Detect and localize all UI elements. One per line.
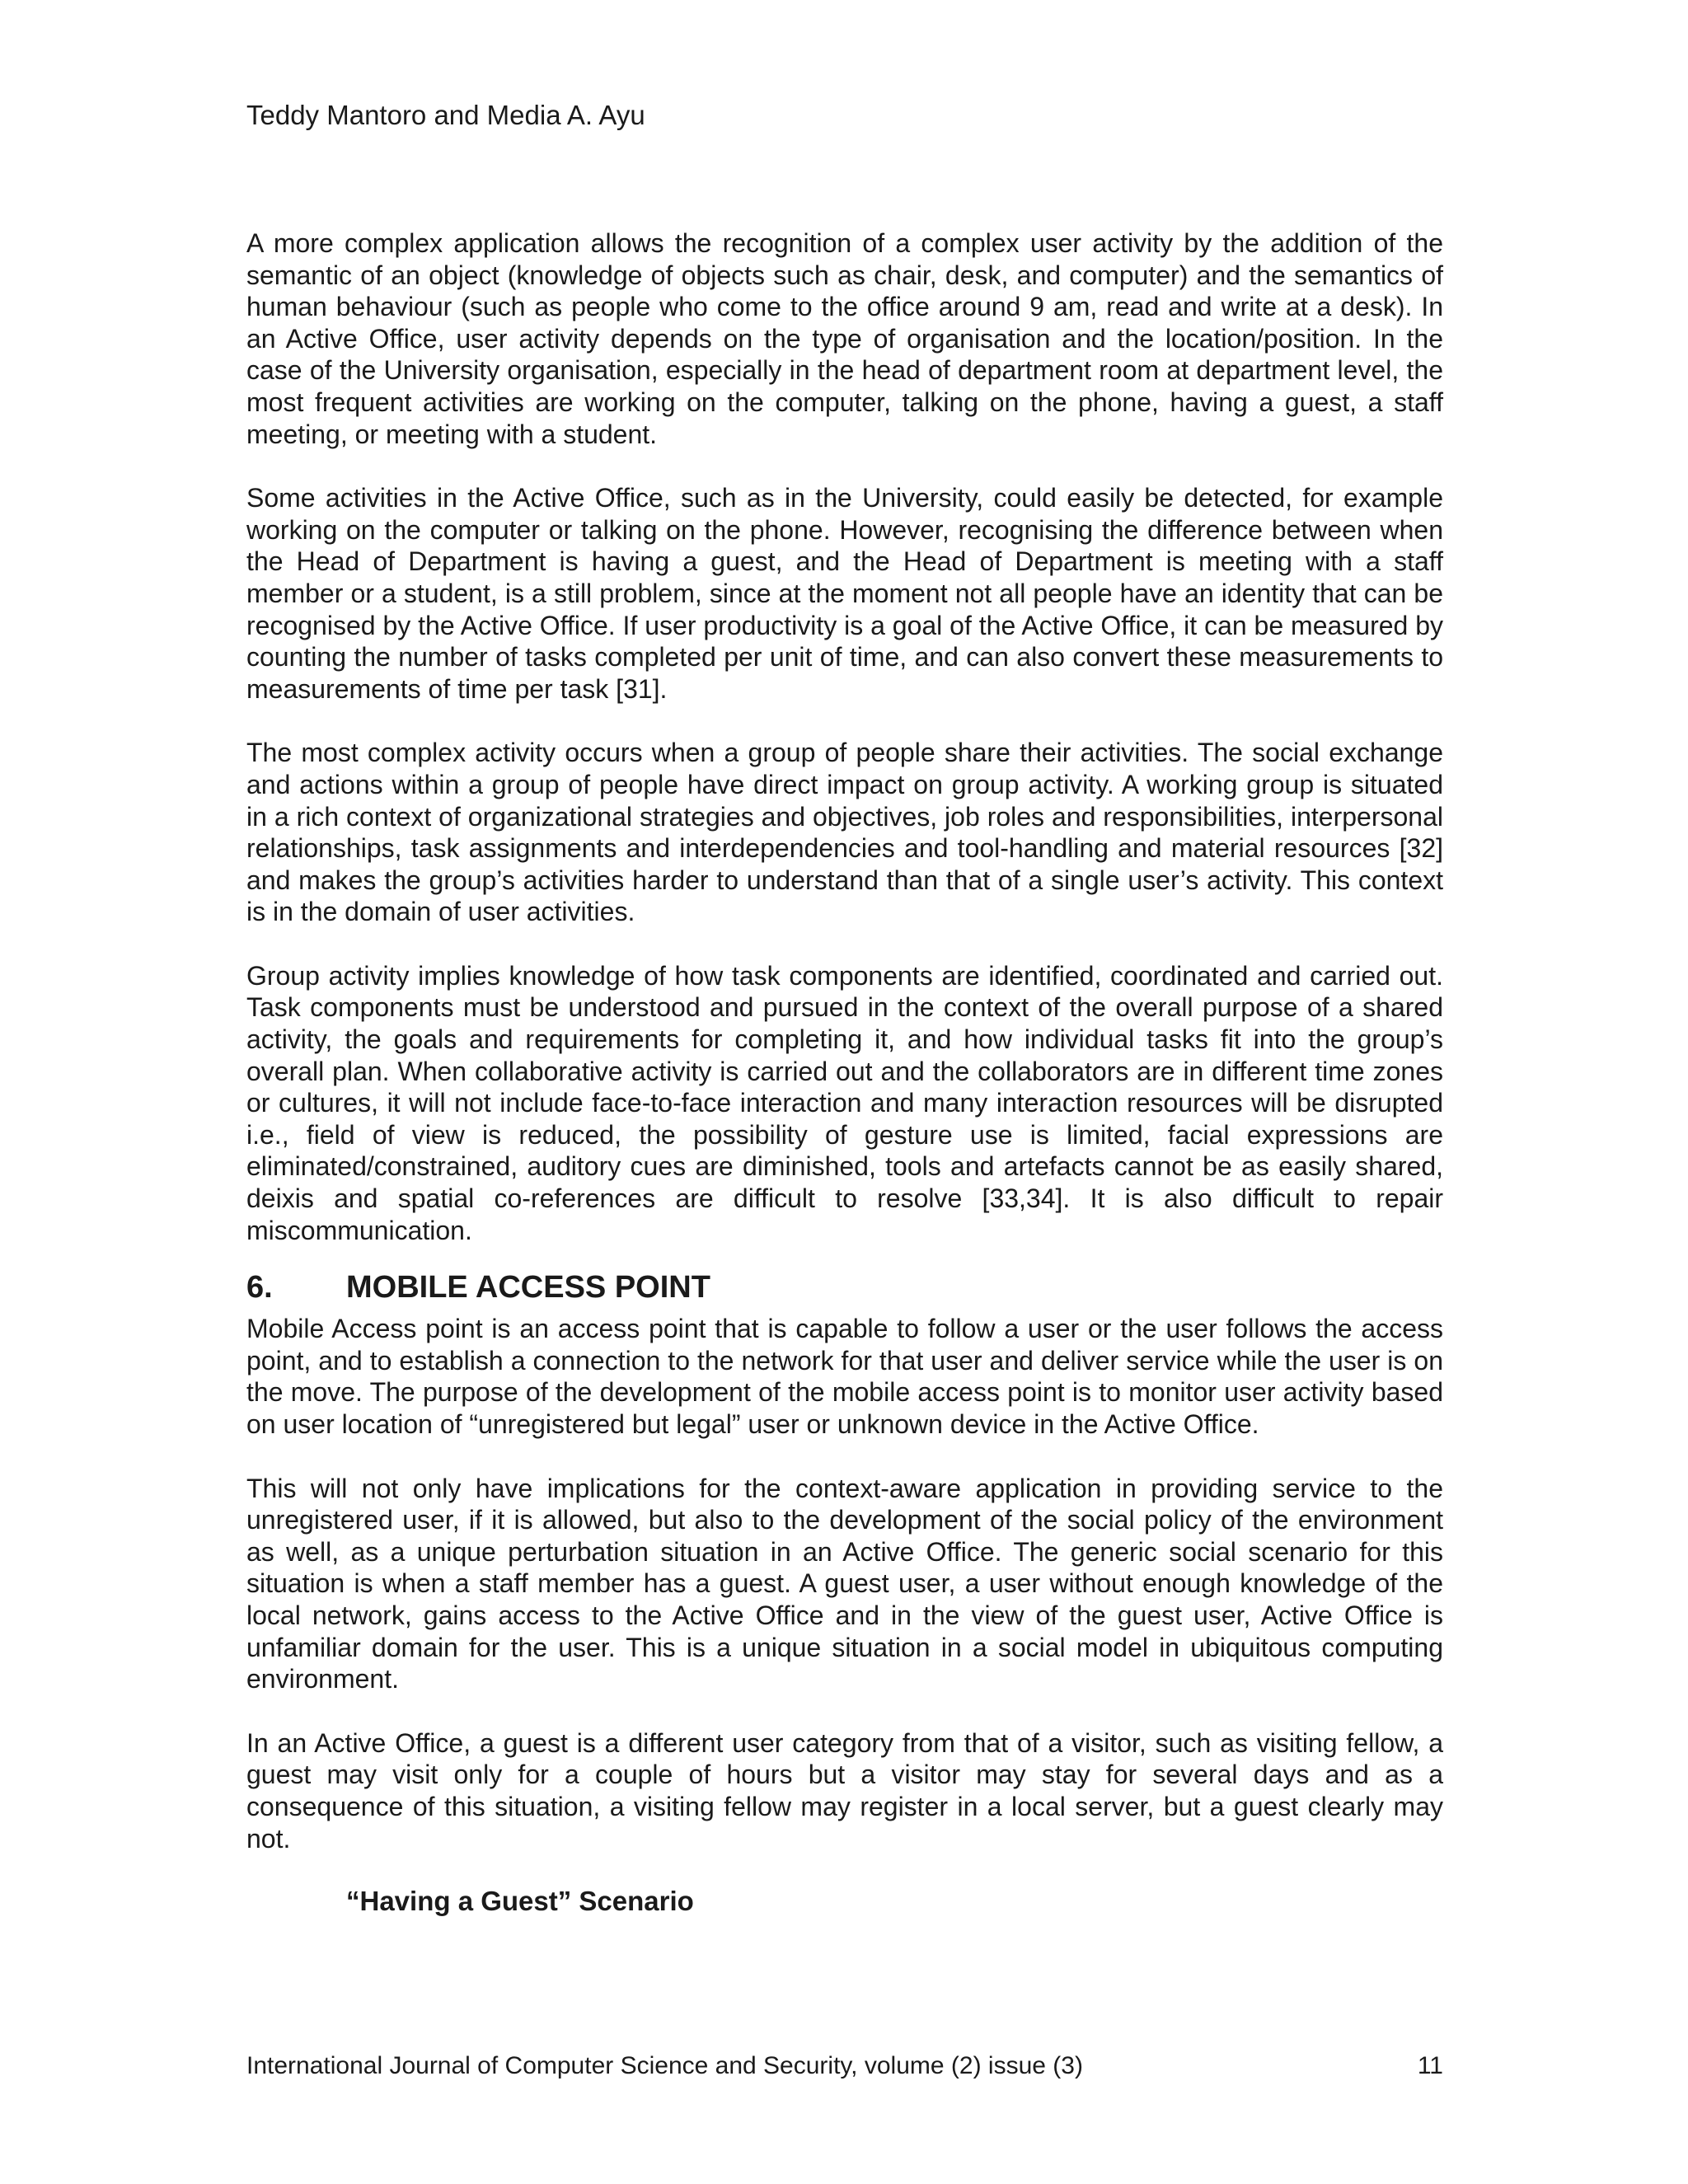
paragraph-group-knowledge: Group activity implies knowledge of how task components are identified, coordinated and carried out. Task components must be understood and pursued in the context of the overall purpose of a shared activity, the goals and requirements for completing it, and how individual tasks fit into the group’s overall plan. When collaborative activity is carried out and the collaborators are in different time zones or cultures, it will not include face-to-face interaction and many interaction resources will be disrupted i.e., field of view is reduced, the possibility of gesture use is limited, facial expressions are eliminated/constrained, auditory cues are diminished, tools and artefacts cannot be as easily shared, deixis and spatial co-references are difficult to resolve [33,34]. It is also difficult to repair miscommunication. (246, 960, 1443, 1245)
footer-page-number: 11 (1417, 2052, 1443, 2079)
paragraph-mobile-access-definition: Mobile Access point is an access point that is capable to follow a user or the user follows the access point, and to establish a connection to the network for that user and deliver service while the user is on the move. The purpose of the development of the mobile access point is to monitor user activity based on user location of “unregistered but legal” user or unknown device in the Active Office. (246, 1314, 1443, 1439)
subsection-heading-having-a-guest: “Having a Guest” Scenario (346, 1886, 694, 1917)
paragraph-activity-detection: Some activities in the Active Office, such as in the University, could easily be detected, for example working on the computer or talking on the phone. However, recognising the difference between when the Head of Department is having a guest, and the Head of Department is meeting with a staff member or a student, is a still problem, since at the moment not all people have an identity that can be recognised by the Active Office. If user productivity is a goal of the Active Office, it can be measured by counting the number of tasks completed per unit of time, and can also convert these measurements to measurements of time per task [31]. (246, 483, 1444, 704)
paragraph-group-activity: The most complex activity occurs when a group of people share their activities. The social exchange and actions within a group of people have direct impact on group activity. A working group is situated in a rich context of organizational strategies and objectives, job roles and responsibilities, interpersonal relationships, task assignments and interdependencies and tool-handling and material resources [32] and makes the group’s activities harder to understand than that of a single user’s activity. This context is in the domain of user activities. (246, 738, 1443, 927)
section-number: 6. (246, 1270, 273, 1305)
paragraph-guest-vs-visitor: In an Active Office, a guest is a different user category from that of a visitor, such as visiting fellow, a guest may visit only for a couple of hours but a visitor may stay for several days and as a consequence of this situation, a visiting fellow may register in a local server, but a guest clearly may not. (246, 1727, 1443, 1854)
paragraph-implications: This will not only have implications for the context-aware application in providing service to the unregistered user, if it is allowed, but also to the development of the social policy of the environment as well, as a unique perturbation situation in an Active Office. The generic social scenario for this situation is when a staff member has a guest. A guest user, a user without enough knowledge of the local network, gains access to the Active Office and in the view of the guest user, Active Office is unfamiliar domain for the user. This is a unique situation in a social model in ubiquitous computing environment. (246, 1473, 1443, 1694)
section-title: MOBILE ACCESS POINT (346, 1270, 710, 1305)
body-text (246, 227, 1443, 1918)
paragraph-complex-application: A more complex application allows the recognition of a complex user activity by the addition of the semantic of an object (knowledge of objects such as chair, desk, and computer) and the semantics of human behaviour (such as people who come to the office around 9 am, read and write at a desk). In an Active Office, user activity depends on the type of organisation and the location/position. In the case of the University organisation, especially in the head of department room at department level, the most frequent activities are working on the computer, talking on the phone, having a guest, a staff meeting, or meeting with a student. (246, 228, 1443, 449)
section-heading-mobile-access-point (246, 1268, 1443, 1306)
running-header-authors: Teddy Mantoro and Media A. Ayu (246, 100, 645, 130)
footer-journal-citation: International Journal of Computer Science and Security, volume (2) issue (3) (246, 2052, 1083, 2079)
